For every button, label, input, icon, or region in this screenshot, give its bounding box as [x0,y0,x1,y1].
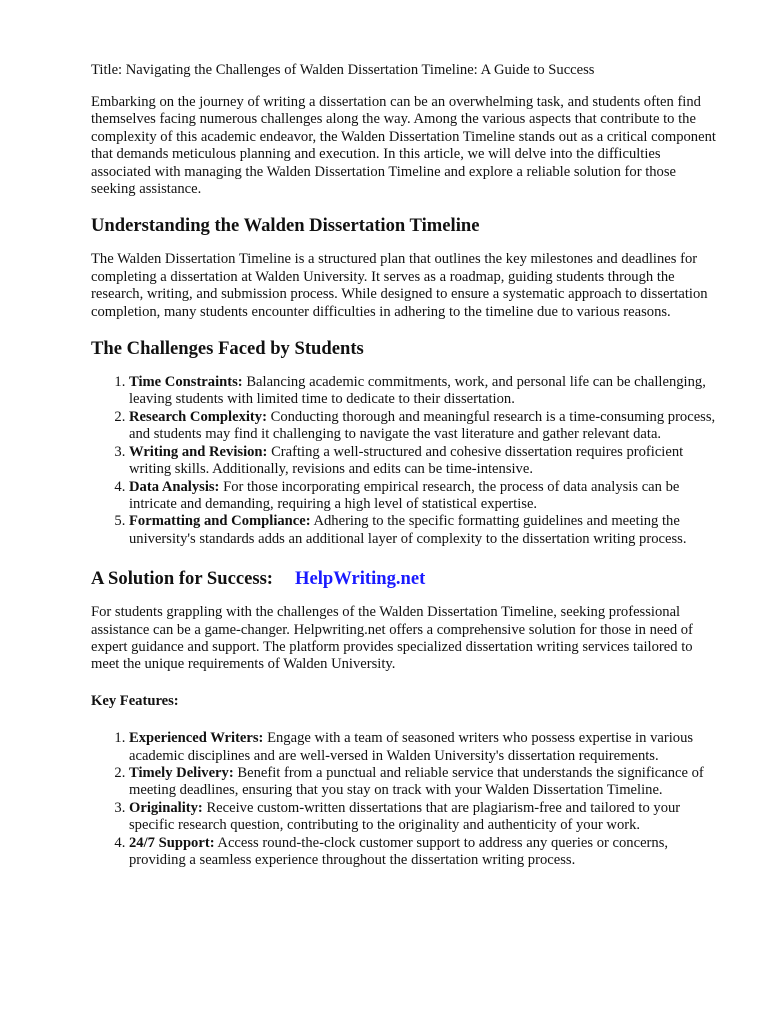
list-item-label: Formatting and Compliance: [129,513,311,530]
challenges-list [91,374,718,548]
list-item-text: Access round-the-clock customer support to address any queries or concerns, providing a seamless experience throughout the dissertation writing process. [129,834,669,868]
list-item-label: Writing and Revision: [129,443,268,460]
section-heading-solution [91,568,718,590]
document-title: Title: Navigating the Challenges of Walden Dissertation Timeline: A Guide to Success [91,62,595,78]
list-item-text: For those incorporating empirical research, the process of data analysis can be intricate and demanding, requiring a high level of statistical expertise. [129,478,680,512]
helpwriting-link[interactable]: HelpWriting.net [295,568,426,590]
solution-paragraph: For students grappling with the challenges of the Walden Dissertation Timeline, seeking professional assistance can be a game-changer. Helpwriting.net offers a comprehensive solution for those in need of expert guidance and support. The platform provides specialized dissertation writing services tailored to meet the unique requirements of Walden University. [91,604,693,673]
list-item-text: Receive custom-written dissertations that are plagiarism-free and tailored to your specific research question, contributing to the originality and authenticity of your work. [129,799,681,834]
list-item-label: Timely Delivery: [129,764,234,781]
list-item-text: Benefit from a punctual and reliable service that understands the significance of meeting deadlines, ensuring that you stay on track with your Walden Dissertation Timeline. [129,764,704,799]
list-item-label: Research Complexity: [129,408,267,425]
list-item [129,800,718,835]
list-item-label: Originality: [129,799,203,816]
list-item [129,730,718,765]
understanding-paragraph: The Walden Dissertation Timeline is a structured plan that outlines the key milestones and deadlines for completing a dissertation at Walden University. It serves as a roadmap, guiding students through the research, writing, and submission process. While designed to ensure a systematic approach to dissertation completion, many students encounter difficulties in adhering to the timeline due to various reasons. [91,251,708,320]
list-item-text: Adhering to the specific formatting guidelines and meeting the university's standards adds an additional layer of complexity to the dissertation writing process. [129,513,687,547]
list-item [129,513,718,548]
key-features-list [91,730,718,869]
list-item-label: Experienced Writers: [129,730,264,747]
list-item-text: Balancing academic commitments, work, and personal life can be challenging, leaving students with limited time to dedicate to their dissertation. [129,374,706,408]
section-heading-understanding: Understanding the Walden Dissertation Timeline [91,215,480,237]
list-item-text: Conducting thorough and meaningful research is a time-consuming process, and students may find it challenging to navigate the vast literature and gather relevant data. [129,408,716,443]
list-item-label: Data Analysis: [129,478,220,495]
list-item-text: Engage with a team of seasoned writers who possess expertise in various academic disciplines and are well-versed in Walden University's dissertation requirements. [129,730,694,764]
list-item-label: Time Constraints: [129,374,243,391]
list-item [129,409,718,444]
solution-heading-text: A Solution for Success: [91,568,273,590]
key-features-heading: Key Features: [91,692,179,709]
intro-paragraph: Embarking on the journey of writing a dissertation can be an overwhelming task, and students often find themselves facing numerous challenges along the way. Among the various aspects that contribute to the complexity of this academic endeavor, the Walden Dissertation Timeline stands out as a critical component that demands meticulous planning and execution. In this article, we will delve into the difficulties associated with managing the Walden Dissertation Timeline and explore a reliable solution for those seeking assistance. [91,94,716,198]
list-item [129,479,718,514]
list-item-text: Crafting a well-structured and cohesive dissertation requires proficient writing skills. Additionally, revisions and edits can be time-intensive. [129,443,684,478]
list-item [129,765,718,800]
list-item [129,444,718,479]
section-heading-challenges: The Challenges Faced by Students [91,338,364,360]
list-item [129,374,718,409]
list-item [129,835,718,870]
list-item-label: 24/7 Support: [129,834,215,851]
